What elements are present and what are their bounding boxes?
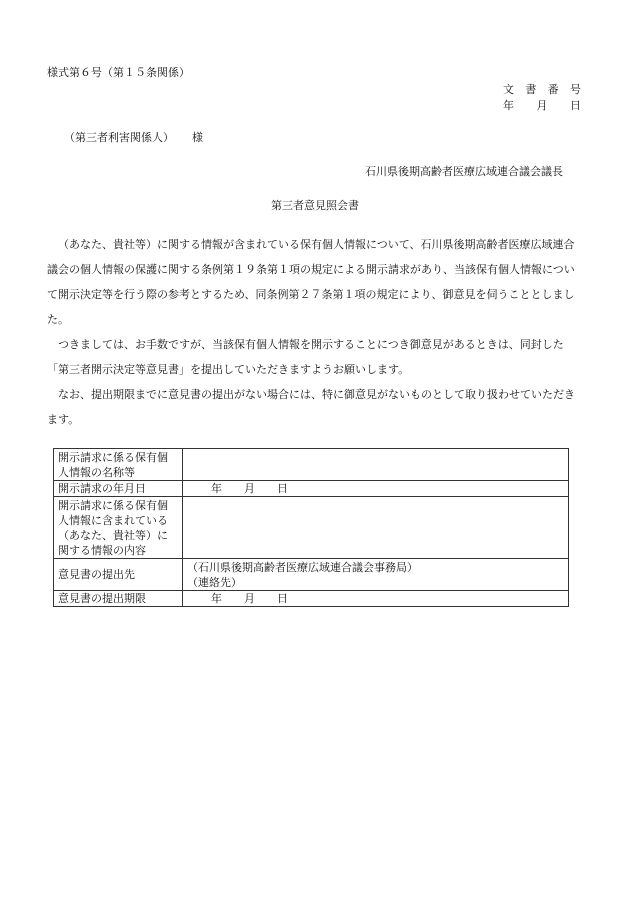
- table-row: [54, 559, 569, 591]
- label-line: 開示請求に係る保有個: [58, 450, 168, 464]
- body-text: [47, 232, 583, 432]
- addressee-honorific: 様: [192, 131, 203, 144]
- label-line: 意見書の提出期限: [58, 592, 146, 605]
- row-label-deadline: [54, 591, 183, 607]
- row-value-deadline: [183, 591, 569, 607]
- label-line: 人情報の名称等: [58, 465, 135, 479]
- row-label-submit-to: [54, 559, 183, 591]
- sender: 石川県後期高齢者医療広域連合議会議長: [365, 165, 563, 178]
- row-label-info-content: [54, 497, 183, 559]
- body-paragraph-3: なお、提出期限までに意見書の提出がない場合には、特に御意見がないものとして取り扱わせていただきます。: [47, 388, 575, 426]
- row-label-info-name: [54, 449, 183, 481]
- issue-date-label: 年 月 日: [503, 99, 581, 112]
- body-paragraph-1: （あなた、貴社等）に関する情報が含まれている保有個人情報について、石川県後期高齢者医療広域連合議会の個人情報の保護に関する条例第１９条第１項の規定による開示請求があり、当該保有個人情報について開示決定等を行う際の参考とするため、同条例第２７条第１項の規定により、御意見を伺うこととしました。: [47, 238, 575, 326]
- row-value-info-content: [183, 497, 569, 559]
- info-table: [53, 448, 569, 607]
- table-row: [54, 481, 569, 497]
- document-number-label: 文 書 番 号: [503, 83, 581, 96]
- form-number: 様式第６号（第１５条関係）: [47, 66, 190, 79]
- value-line: （連絡先）: [187, 575, 242, 589]
- value-line: 年 月 日: [211, 592, 288, 605]
- label-line: （あなた、貴社等）に: [58, 528, 168, 542]
- table-row: [54, 449, 569, 481]
- addressee-name: （第三者利害関係人）: [64, 131, 174, 144]
- label-line: 人情報に含まれている: [58, 513, 168, 527]
- addressee: [64, 129, 203, 145]
- table-row: [54, 497, 569, 559]
- table-row: [54, 591, 569, 607]
- row-value-request-date: [183, 481, 569, 497]
- value-line: 年 月 日: [211, 482, 288, 495]
- value-line: （石川県後期高齢者医療広域連合議会事務局）: [187, 560, 418, 574]
- body-paragraph-2: つきましては、お手数ですが、当該保有個人情報を開示することにつき御意見があるときは、同封した「第三者開示決定等意見書」を提出していただきますようお願いします。: [47, 338, 564, 376]
- label-line: 開示請求に係る保有個: [58, 498, 168, 512]
- label-line: 開示請求の年月日: [58, 482, 146, 495]
- label-line: 意見書の提出先: [58, 568, 135, 581]
- row-value-info-name: [183, 449, 569, 481]
- document-title: 第三者意見照会書: [271, 199, 359, 212]
- label-line: 関する情報の内容: [58, 543, 146, 557]
- row-value-submit-to: [183, 559, 569, 591]
- row-label-request-date: [54, 481, 183, 497]
